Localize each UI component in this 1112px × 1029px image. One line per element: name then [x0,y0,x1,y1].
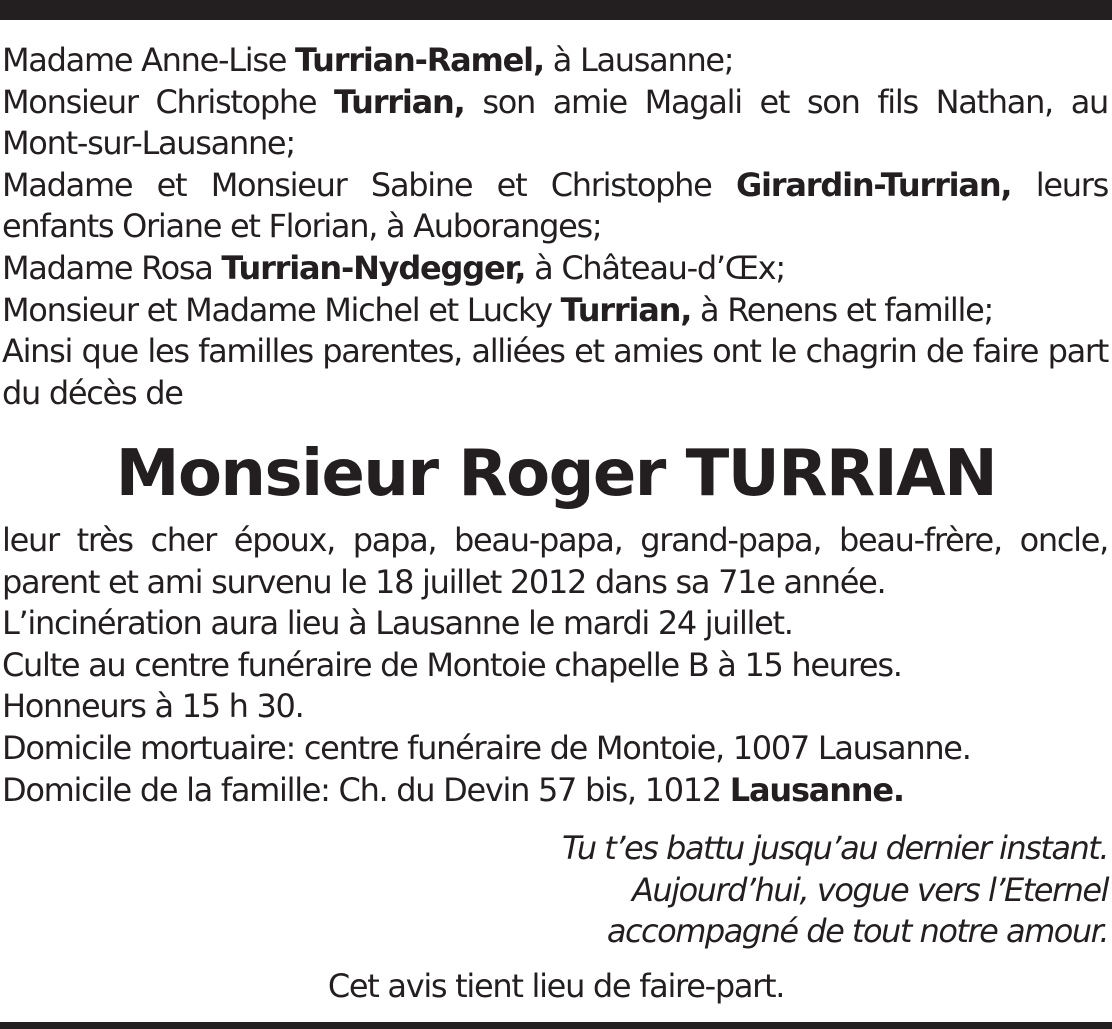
family-entry [2,165,1108,248]
memorial-poem [408,828,1108,953]
family-entry-text: Monsieur Christophe [2,82,335,121]
family-surname: Turrian-Nydegger, [221,248,526,287]
family-entry [2,248,1108,290]
funeral-details [2,520,1108,811]
family-entry-text: Monsieur et Madame Michel et Lucky [2,290,561,329]
closing-notice: Cet avis tient lieu de faire-part. [327,967,785,1005]
family-entry-text: son amie Magali et son fils Nathan, au Mont-sur-Lausanne; [2,82,1108,163]
family-entry [2,82,1108,165]
family-home-text: Domicile de la famille: Ch. du Devin 57 bis, 1012 [2,770,730,809]
poem-line: accompagné de tout notre amour. [606,912,1108,951]
poem-line: Tu t’es battu jusqu’au dernier instant. [561,829,1108,867]
family-entry-text: Madame Rosa [2,248,222,287]
bottom-border-rule [0,1022,1112,1029]
family-entry-text: leurs enfants Oriane et Florian, à Auboranges; [2,165,1108,246]
deceased-name: Monsieur Roger TURRIAN [115,437,997,511]
family-entry [2,40,1108,82]
family-entry-text: Madame Anne-Lise [2,41,296,79]
family-entry-text: à Renens et famille; [691,290,993,329]
family-list [2,40,1108,414]
family-entry-text: Madame et Monsieur Sabine et Christophe [2,165,736,204]
top-border-rule [0,0,1112,20]
relationship-text: leur très cher époux, papa, beau-papa, grand-papa, beau-frère, oncle, parent et ami survenu le 18 juillet 2012 dans sa 71e année. [2,521,1108,601]
cremation-text: L’incinération aura lieu à Lausanne le mardi 24 juillet. [2,604,793,643]
family-surname: Turrian-Ramel, [295,41,544,79]
service-text: Culte au centre funéraire de Montoie chapelle B à 15 heures. [2,645,902,684]
poem-line: Aujourd’hui, vogue vers l’Eternel [632,870,1108,909]
family-home-city: Lausanne. [729,770,904,809]
family-entry-text: à Château-d’Œx; [525,248,785,287]
family-home-address [2,770,1108,812]
family-entry [2,290,1108,332]
announcement-text: Ainsi que les familles parentes, alliées et amies ont le chagrin de faire part du décès de [2,332,1108,412]
honors-text: Honneurs à 15 h 30. [2,687,304,726]
family-entry-text: à Lausanne; [543,41,734,79]
mortuary-address: Domicile mortuaire: centre funéraire de Montoie, 1007 Lausanne. [2,728,971,767]
family-surname: Turrian, [334,82,465,121]
family-surname: Turrian, [560,290,692,329]
family-surname: Girardin-Turrian, [735,165,1012,204]
